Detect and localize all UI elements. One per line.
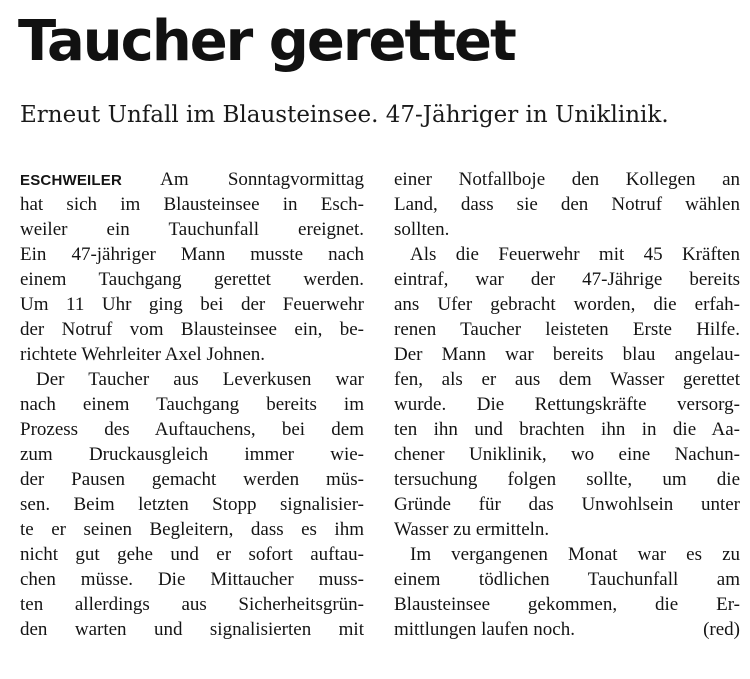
text-line: ten allerdings aus Sicherheitsgrün- bbox=[20, 594, 364, 615]
text-line: mittlungen laufen noch. bbox=[394, 619, 575, 640]
text-line: Blausteinsee gekommen, die Er- bbox=[394, 594, 740, 615]
text-line: wurde. Die Rettungskräfte versorg- bbox=[394, 394, 740, 415]
text-line: Prozess des Auftauchens, bei dem bbox=[20, 419, 364, 440]
text-line: chener Uniklinik, wo eine Nachun- bbox=[394, 444, 740, 465]
text-line: eintraf, war der 47-Jährige bereits bbox=[394, 269, 740, 290]
text-line: richtete Wehrleiter Axel Johnen. bbox=[20, 344, 266, 365]
text-line: Der Taucher aus Leverkusen war bbox=[36, 369, 364, 390]
text-line: ans Ufer gebracht worden, die erfah- bbox=[394, 294, 740, 315]
text-line: hat sich im Blausteinsee in Esch- bbox=[20, 194, 364, 215]
text-column-left bbox=[20, 167, 364, 642]
text-line: renen Taucher leisteten Erste Hilfe. bbox=[394, 319, 740, 340]
text-line: sollten. bbox=[394, 219, 450, 240]
closing-line bbox=[394, 617, 740, 642]
text-line: fen, als er aus dem Wasser gerettet bbox=[394, 369, 740, 390]
text-line: te er seinen Begleitern, dass es ihm bbox=[20, 519, 364, 540]
author-byline: (red) bbox=[703, 619, 740, 640]
text-line: Wasser zu ermitteln. bbox=[394, 519, 550, 540]
text-line: Gründe für das Unwohlsein unter bbox=[394, 494, 740, 515]
text-line: zum Druckausgleich immer wie- bbox=[20, 444, 364, 465]
text-line: sen. Beim letzten Stopp signalisier- bbox=[20, 494, 364, 515]
text-line: weiler ein Tauchunfall ereignet. bbox=[20, 219, 364, 240]
text-line: tersuchung folgen sollte, um die bbox=[394, 469, 740, 490]
text-line: einer Notfallboje den Kollegen an bbox=[394, 169, 740, 190]
text-line: Ein 47-jähriger Mann musste nach bbox=[20, 244, 364, 265]
text-line: der Pausen gemacht werden müs- bbox=[20, 469, 364, 490]
text-line: den warten und signalisierten mit bbox=[20, 619, 364, 640]
text-line: ten ihn und brachten ihn in die Aa- bbox=[394, 419, 740, 440]
text-line: Land, dass sie den Notruf wählen bbox=[394, 194, 740, 215]
text-line: einem Tauchgang gerettet werden. bbox=[20, 269, 364, 290]
text-line: der Notruf vom Blausteinsee ein, be- bbox=[20, 319, 364, 340]
text-line: chen müsse. Die Mittaucher muss- bbox=[20, 569, 364, 590]
text-line: nach einem Tauchgang bereits im bbox=[20, 394, 364, 415]
text-column-right bbox=[394, 167, 740, 642]
text-line: Um 11 Uhr ging bei der Feuerwehr bbox=[20, 294, 364, 315]
text-line: Als die Feuerwehr mit 45 Kräften bbox=[410, 244, 740, 265]
text-line: Der Mann war bereits blau angelau- bbox=[394, 344, 740, 365]
headline: Taucher gerettet bbox=[18, 9, 515, 74]
text-line: ESCHWEILER Am Sonntagvormittag bbox=[20, 169, 364, 190]
dateline: ESCHWEILER bbox=[20, 172, 123, 189]
text-line: einem tödlichen Tauchunfall am bbox=[394, 569, 740, 590]
text-line: nicht gut gehe und er sofort auftau- bbox=[20, 544, 364, 565]
subheadline: Erneut Unfall im Blausteinsee. 47-Jähriger in Uniklinik. bbox=[20, 102, 669, 128]
text-line: Im vergangenen Monat war es zu bbox=[410, 544, 740, 565]
